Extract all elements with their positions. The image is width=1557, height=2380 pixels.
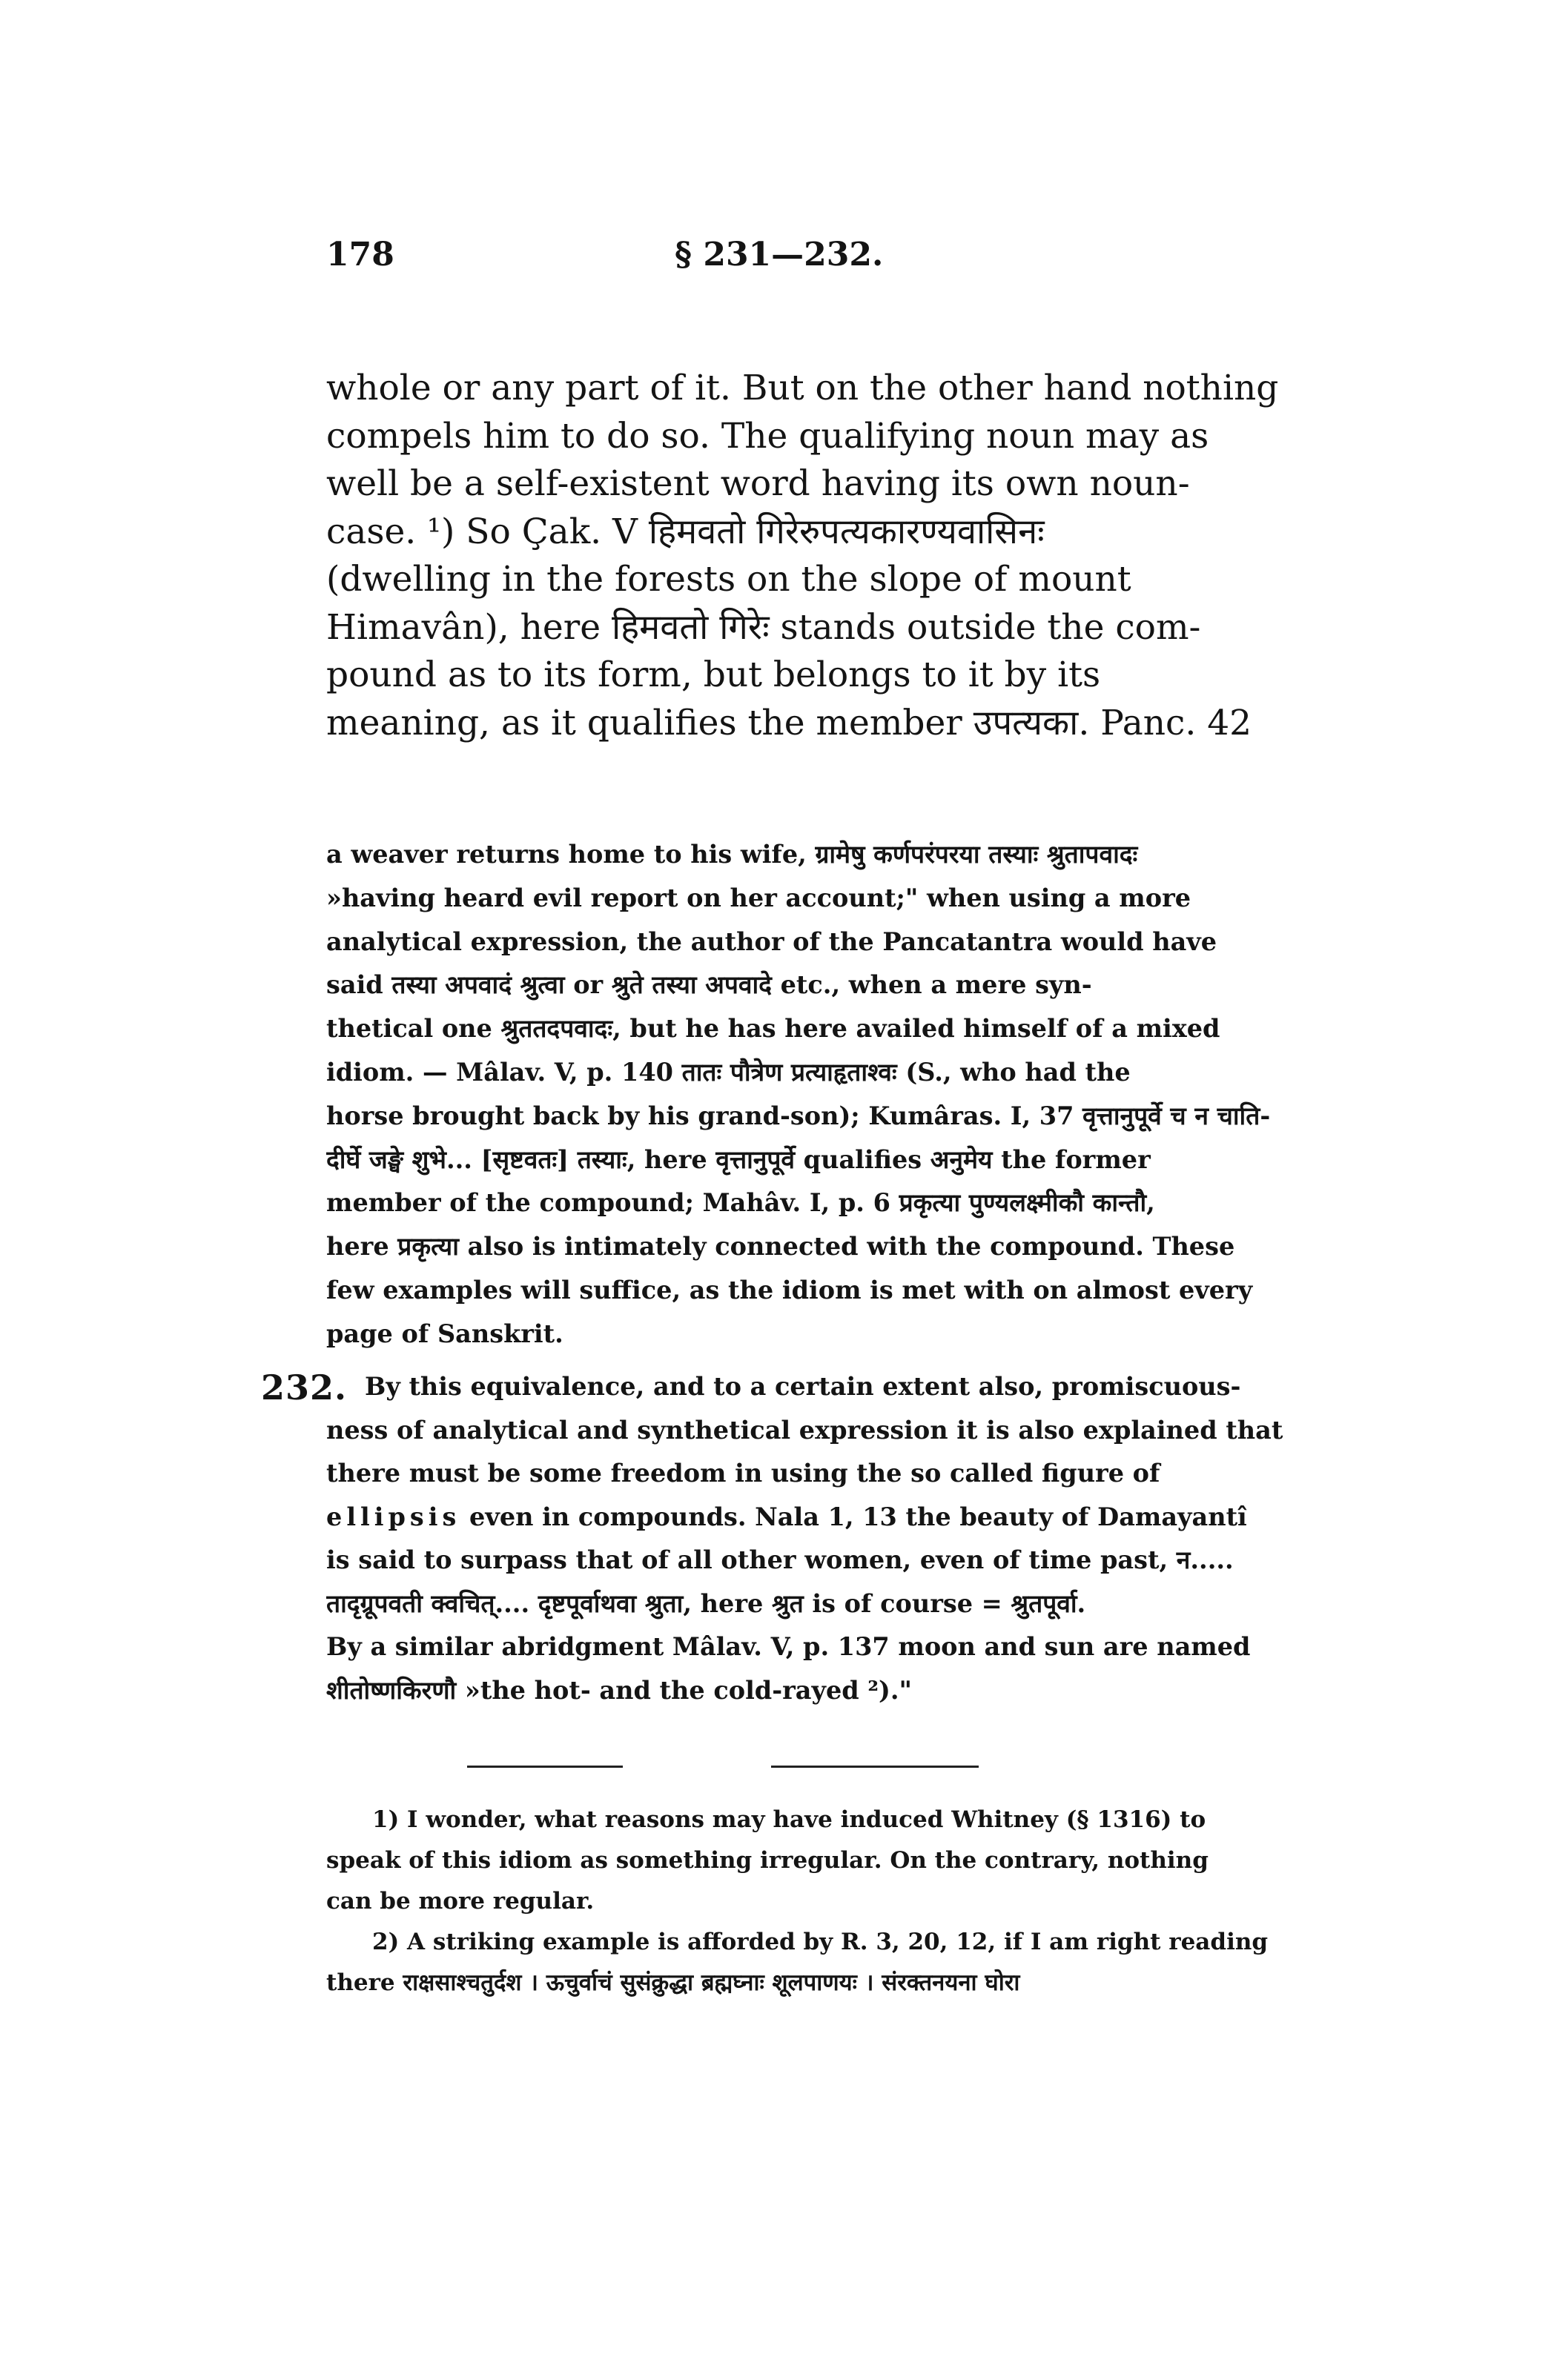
text-line: whole or any part of it. But on the other hand nothing: [326, 368, 1279, 408]
footnotes: [326, 1800, 1335, 2003]
text-line: compels him to do so. The qualifying noun may as: [326, 415, 1209, 457]
footnote-divider-right: [771, 1766, 979, 1768]
section-number: 232.: [261, 1368, 348, 1408]
text-line: there must be some freedom in using the so called figure of: [326, 1459, 1160, 1488]
text-line: ness of analytical and synthetical expression it is also explained that: [326, 1415, 1283, 1445]
text-line: शीतोष्णकिरणौ »the hot- and the cold-rayed ²).": [326, 1675, 912, 1705]
footnote-1-line: can be more regular.: [326, 1888, 595, 1915]
text-line: analytical expression, the author of the Pancatantra would have: [326, 927, 1217, 956]
footnote-divider-left: [467, 1766, 623, 1768]
footnote-1-line: speak of this idiom as something irregular. On the contrary, nothing: [326, 1847, 1209, 1874]
text-line: member of the compound; Mahâv. I, p. 6 प्रकृत्या पुण्यलक्ष्मीकौ कान्तौ,: [326, 1188, 1155, 1218]
large-type-paragraph: [326, 365, 1335, 747]
text-line: here प्रकृत्या also is intimately connected with the compound. These: [326, 1232, 1235, 1262]
text-line: well be a self-existent word having its own noun-: [326, 463, 1190, 504]
text-line: By this equivalence, and to a certain extent also, promiscuous-: [365, 1372, 1241, 1401]
text-line: thetical one श्रुततदपवादः, but he has here availed himself of a mixed: [326, 1014, 1220, 1044]
text-line: »having heard evil report on her account;" when using a more: [326, 883, 1191, 912]
section-232-paragraph: [326, 1365, 1335, 1712]
text-line: a weaver returns home to his wife, ग्रामेषु कर्णपरंपरया तस्याः श्रुतापवादः: [326, 840, 1138, 869]
text-line: idiom. — Mâlav. V, p. 140 तातः पौत्रेण प्रत्याहृताश्वः (S., who had the: [326, 1057, 1131, 1087]
text-line: few examples will suffice, as the idiom is met with on almost every: [326, 1275, 1253, 1305]
page-number: 178: [326, 236, 394, 274]
text-line: case. ¹) So Çak. V हिमवतो गिरेरुपत्यकारण्यवासिनः: [326, 511, 1045, 552]
text-run: even in compounds. Nala 1, 13 the beauty of Damayantî: [460, 1502, 1247, 1531]
footnote-2-line: there राक्षसाश्चतुर्दश । ऊचुर्वाचं सुसंक्रुद्धा ब्रह्मघ्नाः शूलपाणयः । संरक्तनयना घोरा: [326, 1969, 1020, 1996]
text-line: is said to surpass that of all other women, even of time past, न.....: [326, 1545, 1234, 1574]
text-line: pound as to its form, but belongs to it by its: [326, 654, 1101, 695]
text-line: दीर्घे जङ्घे शुभे... [सृष्टवतः] तस्याः, here वृत्तानुपूर्वे qualifies अनुमेय the former: [326, 1144, 1151, 1174]
text-line: (dwelling in the forests on the slope of mount: [326, 559, 1131, 600]
text-line: Himavân), here हिमवतो गिरेः stands outside the com-: [326, 606, 1201, 648]
section-reference: § 231—232.: [675, 236, 884, 274]
footnote-1-line: 1) I wonder, what reasons may have induced Whitney (§ 1316) to: [372, 1806, 1206, 1833]
spaced-term: ellipsis: [326, 1502, 461, 1531]
footnote-2-line: 2) A striking example is afforded by R. 3, 20, 12, if I am right reading: [372, 1929, 1269, 1955]
text-line: meaning, as it qualifies the member उपत्यका. Panc. 42: [326, 702, 1252, 743]
text-line: horse brought back by his grand-son); Kumâras. I, 37 वृत्तानुपूर्वे च न चाति-: [326, 1101, 1271, 1130]
text-line: By a similar abridgment Mâlav. V, p. 137 moon and sun are named: [326, 1632, 1251, 1661]
text-line: तादृग्रूपवती क्वचित्.... दृष्टपूर्वाथवा श्रुता, here श्रुत is of course = श्रुतपूर्वा.: [326, 1588, 1086, 1618]
text-line: said तस्या अपवादं श्रुत्वा or श्रुते तस्या अपवादे etc., when a mere syn-: [326, 970, 1092, 1000]
running-header: [326, 236, 1335, 288]
text-line: page of Sanskrit.: [326, 1319, 563, 1348]
text-line: [326, 1496, 1335, 1539]
small-type-paragraph: [326, 833, 1335, 1356]
